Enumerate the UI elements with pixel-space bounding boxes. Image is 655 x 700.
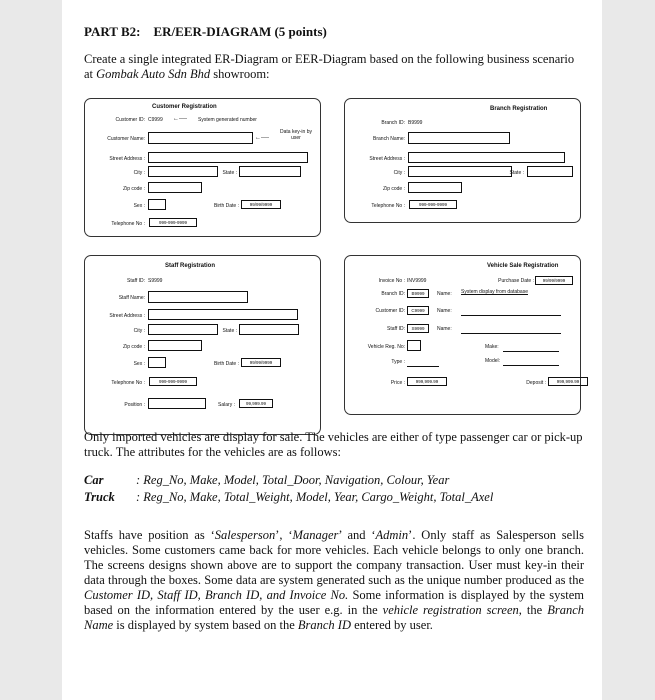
section-heading [84,24,327,40]
staff-id-input[interactable]: S9999 [407,324,429,333]
form-title: Vehicle Sale Registration [487,263,559,269]
deposit-input[interactable]: 999,999.99 [548,377,588,386]
branch-id-value: B9999 [408,120,423,126]
form-title: Branch Registration [490,106,548,112]
street-address-input[interactable] [148,309,298,320]
street-address-input[interactable] [148,152,308,163]
form-title: Customer Registration [152,104,217,110]
vehicle-reg-input[interactable] [407,340,421,351]
vehicle-sale-registration-form: Vehicle Sale Registration Invoice No : INV9999 Purchase Date : 99/99/9999 Branch ID: B9999 Name: System display from database Customer ID: C9999 Name: Staff ID: S9999 Name: Vehicle Reg. No: Make: Type : Model: Price : 999,999.99 Deposit : 999,999.99 [344,255,581,415]
city-input[interactable] [408,166,512,177]
city-input[interactable] [148,324,218,335]
branch-name-input[interactable] [408,132,510,144]
branch-id-input[interactable]: B9999 [407,289,429,298]
price-input[interactable]: 999,999.99 [407,377,447,386]
birth-date-input[interactable]: 99/99/9999 [241,358,281,367]
street-address-input[interactable] [408,152,565,163]
telephone-input[interactable]: 999-999-9999 [409,200,457,209]
sex-input[interactable] [148,357,166,368]
staff-registration-form: Staff Registration Staff ID: S9999 Staff Name: Street Address : City : State : Zip code : Sex : Birth Date : 99/99/9999 Telephone No : 999-999-9999 Position : Salary : 99,999.99 [84,255,321,435]
customer-registration-form: Customer Registration Customer ID: C9999 ←---- System generated number Customer Name: ←---- Data key-in by user Street Address : City : State : Zip code : Sex : Birth Date : 99/99/9999 Telephone No : 999-999-9999 [84,98,321,237]
section-title: ER/EER-DIAGRAM (5 points) [153,24,327,39]
intro-paragraph: Create a single integrated ER-Diagram or EER-Diagram based on the following business scenario at Gombak Auto Sdn Bhd showroom: [84,52,575,81]
customer-id-value: C9999 [148,117,163,123]
staff-paragraph: Staffs have position as ‘Salesperson’, ‘Manager’ and ‘Admin’. Only staff as Salesperson sells vehicles. Some customers came back for more vehicles. Each vehicle belongs to only one branch. The screens designs shown above are to support the company transaction. User must key-in their data through the boxes. Some data are system generated such as the unique number produced as the Customer ID, Staff ID, Branch ID, and Invoice No. Some information is displayed by the system based on the information entered by the user e.g. in the vehicle registration screen, the Branch Name is displayed by system based on the Branch ID entered by user. [84,528,585,632]
arrow-icon: ←---- [255,135,269,141]
form-title: Staff Registration [165,263,216,269]
staff-id-value: S9999 [148,278,163,284]
branch-registration-form: Branch Registration Branch ID: B9999 Branch Name: Street Address : City : State : Zip code : Telephone No : 999-999-9999 [344,98,581,223]
company-name: Gombak Auto Sdn Bhd [96,67,211,81]
sex-input[interactable] [148,199,166,210]
state-input[interactable] [239,324,299,335]
state-input[interactable] [239,166,301,177]
zip-code-input[interactable] [408,182,462,193]
car-attributes: Car : Reg_No, Make, Model, Total_Door, Navigation, Colour, Year [84,473,450,487]
zip-code-input[interactable] [148,340,202,351]
customer-name-input[interactable] [148,132,253,144]
telephone-input[interactable]: 999-999-9999 [149,218,197,227]
city-input[interactable] [148,166,218,177]
zip-code-input[interactable] [148,182,202,193]
position-input[interactable] [148,398,206,409]
document-page [62,0,602,700]
vehicles-paragraph: Only imported vehicles are display for sale. The vehicles are either of type passenger car or pick-up truck. The attributes for the vehicles are as follows: [84,430,583,459]
part-label: PART B2: [84,24,141,39]
purchase-date-input[interactable]: 99/99/9999 [535,276,573,285]
arrow-icon: ←---- [173,116,187,122]
customer-id-input[interactable]: C9999 [407,306,429,315]
state-input[interactable] [527,166,573,177]
truck-attributes: Truck : Reg_No, Make, Total_Weight, Model, Year, Cargo_Weight, Total_Axel [84,490,494,504]
invoice-no-value: INV9999 [407,278,427,284]
salary-input[interactable]: 99,999.99 [239,399,273,408]
staff-name-input[interactable] [148,291,248,303]
telephone-input[interactable]: 999-999-9999 [149,377,197,386]
birth-date-input[interactable]: 99/99/9999 [241,200,281,209]
